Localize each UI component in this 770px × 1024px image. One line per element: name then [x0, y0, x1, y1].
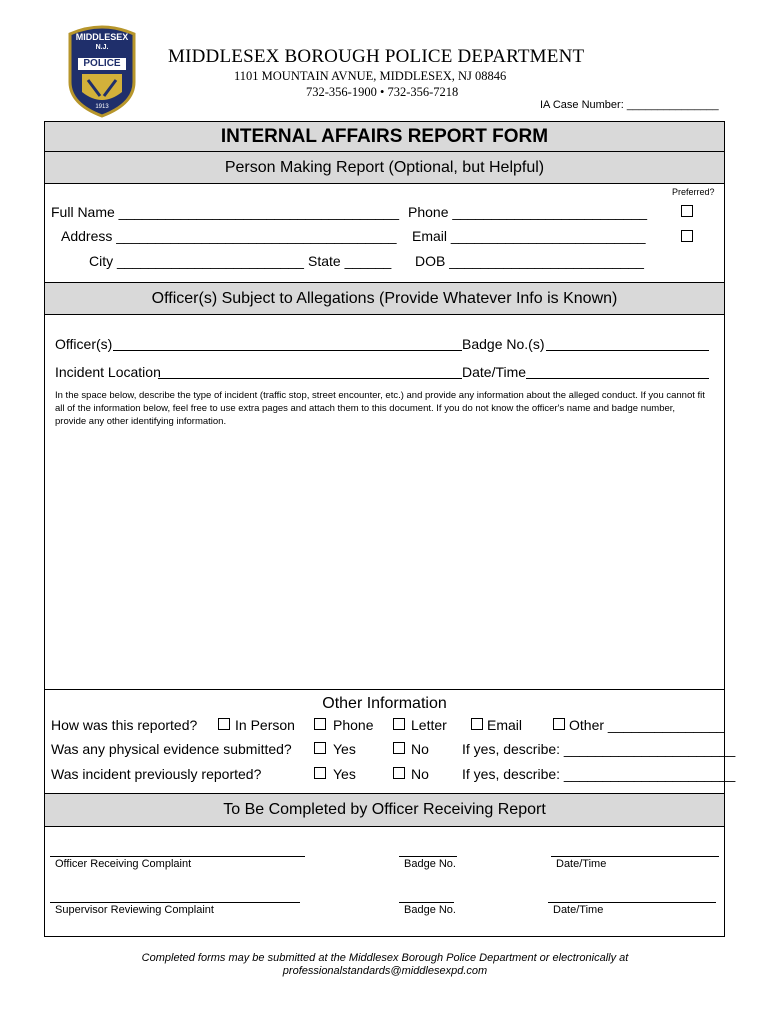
- datetime-label: Date/Time: [462, 364, 527, 380]
- incident-description-area[interactable]: [50, 432, 718, 686]
- section-officers-title: Officer(s) Subject to Allegations (Provide Whatever Info is Known): [151, 290, 618, 307]
- department-name: MIDDLESEX BOROUGH POLICE DEPARTMENT: [168, 46, 585, 67]
- previous-yes-checkbox[interactable]: [314, 767, 326, 779]
- police-seal: [66, 24, 138, 118]
- officer-datetime-label: Date/Time: [556, 858, 607, 870]
- evidence-yes-label: Yes: [333, 741, 356, 757]
- preferred-email-checkbox[interactable]: [681, 230, 693, 242]
- phone-field[interactable]: Phone _________________________: [408, 204, 648, 220]
- incident-location-label: Incident Location: [55, 364, 161, 380]
- full-name-field[interactable]: Full Name ____________________________________: [51, 204, 399, 220]
- officer-receiving-label: Officer Receiving Complaint: [55, 858, 192, 870]
- in-person-label: In Person: [235, 717, 295, 733]
- previous-no-label: No: [411, 766, 429, 782]
- form-title-text: INTERNAL AFFAIRS REPORT FORM: [220, 126, 549, 147]
- incident-location-input-line[interactable]: [158, 378, 462, 379]
- seal-text-top: MIDDLESEX: [75, 32, 129, 42]
- section-officer-receiving-title: To Be Completed by Officer Receiving Report: [223, 801, 546, 818]
- badge-input-line[interactable]: [546, 350, 709, 351]
- previously-reported-question: Was incident previously reported?: [51, 766, 262, 782]
- section-person-header: [45, 152, 724, 184]
- section-person-title: Person Making Report (Optional, but Helpful): [224, 159, 545, 176]
- email-label: Email: [487, 717, 523, 733]
- department-address: 1101 MOUNTAIN AVNUE, MIDDLESEX, NJ 08846: [234, 69, 507, 83]
- seal-text-nj: N.J.: [95, 44, 109, 51]
- footer-email[interactable]: professionalstandards@middlesexpd.com: [282, 965, 488, 977]
- officer-badge-label: Badge No.: [404, 858, 456, 870]
- evidence-yes-checkbox[interactable]: [314, 742, 326, 754]
- preferred-label: Preferred?: [672, 187, 715, 197]
- officers-input-line[interactable]: [113, 350, 462, 351]
- datetime-input-line[interactable]: [526, 378, 709, 379]
- ia-case-number-field[interactable]: IA Case Number: _______________: [540, 99, 719, 111]
- evidence-question: Was any physical evidence submitted?: [51, 741, 292, 757]
- section-officers-header: [45, 282, 724, 315]
- evidence-no-label: No: [411, 741, 429, 757]
- seal-text-center: POLICE: [83, 58, 121, 69]
- section-officer-receiving-header: [45, 793, 724, 827]
- supervisor-label: Supervisor Reviewing Complaint: [55, 904, 214, 916]
- city-field[interactable]: City ________________________: [89, 253, 304, 269]
- previous-no-checkbox[interactable]: [393, 767, 405, 779]
- department-phones: 732-356-1900 • 732-356-7218: [306, 85, 459, 99]
- state-field[interactable]: State ______: [308, 253, 392, 269]
- footer-note-line1: Completed forms may be submitted at the Middlesex Borough Police Department or electronically at: [141, 952, 629, 964]
- supervisor-badge-label: Badge No.: [404, 904, 456, 916]
- seal-text-year: 1913: [95, 104, 109, 110]
- other-checkbox[interactable]: [553, 718, 565, 730]
- incident-instructions: In the space below, describe the type of incident (traffic stop, street encounter, etc.) and provide any information about the alleged conduct. If you cannot fit all of the information below, feel free to use extra pages and attach them to this document. If you do not know the officer's name and badge number, provide any other identifying information.: [55, 390, 705, 427]
- supervisor-datetime-label: Date/Time: [553, 904, 604, 916]
- evidence-no-checkbox[interactable]: [393, 742, 405, 754]
- phone-label: Phone: [333, 717, 374, 733]
- section-other-title: Other Information: [322, 695, 447, 712]
- officer-datetime-line[interactable]: [551, 856, 719, 857]
- previous-describe-field[interactable]: If yes, describe: ______________________: [462, 766, 736, 782]
- dob-field[interactable]: DOB _________________________: [415, 253, 644, 269]
- email-checkbox[interactable]: [471, 718, 483, 730]
- how-reported-question: How was this reported?: [51, 717, 198, 733]
- address-field[interactable]: Address ____________________________________: [61, 228, 397, 244]
- other-field[interactable]: Other _______________: [569, 717, 725, 733]
- letter-label: Letter: [411, 717, 447, 733]
- form-title: [45, 122, 724, 152]
- in-person-checkbox[interactable]: [218, 718, 230, 730]
- officers-label: Officer(s): [55, 336, 113, 352]
- email-field[interactable]: Email _________________________: [412, 228, 646, 244]
- officer-badge-line[interactable]: [399, 856, 457, 857]
- phone-checkbox[interactable]: [314, 718, 326, 730]
- evidence-describe-field[interactable]: If yes, describe: ______________________: [462, 741, 736, 757]
- supervisor-signature-line[interactable]: [50, 902, 300, 903]
- supervisor-datetime-line[interactable]: [548, 902, 716, 903]
- preferred-phone-checkbox[interactable]: [681, 205, 693, 217]
- officer-receiving-signature-line[interactable]: [50, 856, 305, 857]
- badge-label: Badge No.(s): [462, 336, 545, 352]
- previous-yes-label: Yes: [333, 766, 356, 782]
- supervisor-badge-line[interactable]: [399, 902, 454, 903]
- letter-checkbox[interactable]: [393, 718, 405, 730]
- section-other-header: [45, 689, 724, 716]
